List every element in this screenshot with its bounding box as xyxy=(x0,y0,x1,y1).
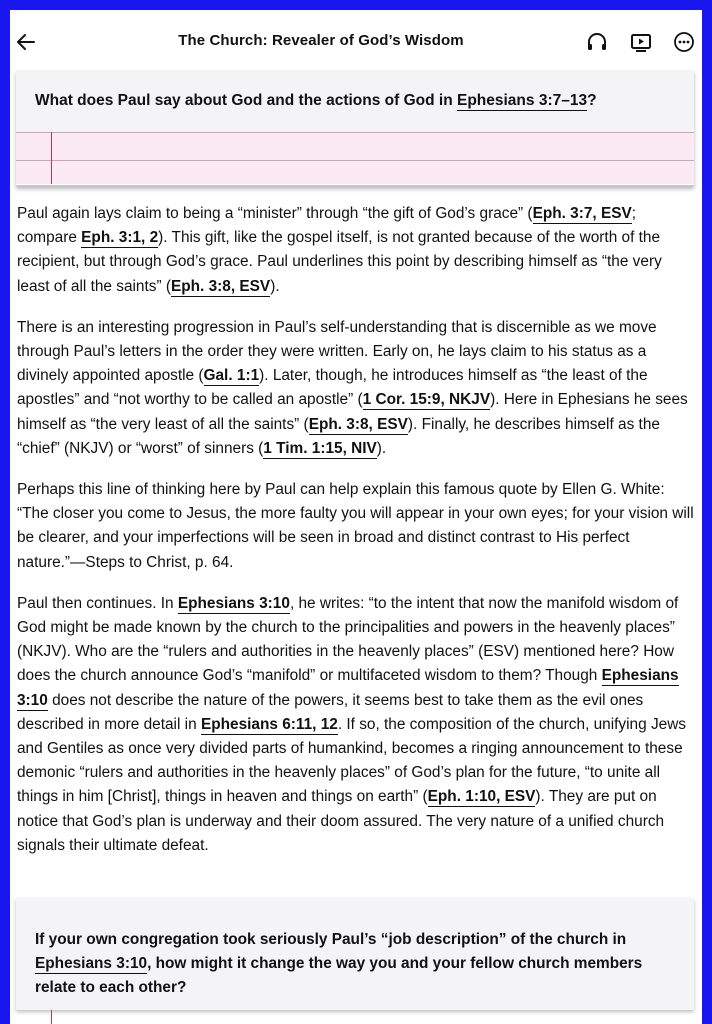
question-suffix: ? xyxy=(587,92,597,109)
question-prefix: What does Paul say about God and the actions of God in xyxy=(35,92,457,109)
scripture-link[interactable]: Eph. 3:7, ESV xyxy=(532,205,632,222)
paragraph xyxy=(17,202,697,299)
scripture-link[interactable]: Eph. 3:1, 2 xyxy=(81,229,159,247)
text-run: ). This gift, like the gospel itself, is not granted because of the worth of the recipient, but through God’s grace. Paul underlines this point by describing himself as “the very least of all the saints” ( xyxy=(17,229,662,295)
text-run: ). They are put on notice that God’s plan is underway and their doom assured. The very nature of a unified church signals their ultimate defeat. xyxy=(17,788,665,854)
screen xyxy=(10,10,702,1024)
scripture-link[interactable]: Eph. 3:8, ESV xyxy=(170,277,271,295)
scripture-link[interactable]: Eph. 1:10, ESV xyxy=(427,788,536,806)
scripture-link[interactable]: Ephesians 3:10 xyxy=(17,667,679,709)
text-run: There is an interesting progression in Paul’s self-understanding that is discernible as we move through Paul’s letters in the order they were written. Early on, he lays claim to his status as a divinely appointed apostle ( xyxy=(17,318,657,385)
question-header xyxy=(16,70,694,132)
scripture-link[interactable]: Ephesians 3:10 xyxy=(177,594,290,612)
notes-input-area[interactable] xyxy=(16,132,694,184)
scripture-link[interactable]: Gal. 1:1 xyxy=(203,367,260,385)
notes-rule xyxy=(16,160,694,161)
scripture-link[interactable]: Ephesians 3:7–13 xyxy=(456,92,588,109)
video-icon[interactable] xyxy=(629,30,653,54)
more-options-icon[interactable] xyxy=(672,30,696,54)
scripture-link[interactable]: Ephesians 6:11, 12 xyxy=(200,715,338,733)
scripture-link[interactable]: Eph. 3:8, ESV xyxy=(308,415,408,433)
text-run: , he writes: “to the intent that now the manifold wisdom of God might be made known by the church to the principalities and powers in the heavenly places” (NKJV). Who are the “rulers and authorities in the heavenly places” (ESV) mentioned here? How does the church announce God’s “manifold” or multifaceted wisdom to them? Though xyxy=(17,594,679,685)
text-run: . If so, the composition of the church, unifying Jews and Gentiles as once very divided parts of humankind, becomes a ringing announcement to these demonic “rulers and authorities in the heavenly places” of God’s plan for the future, “to unite all things in him [Christ], things in heaven and things on earth” ( xyxy=(17,715,687,806)
scripture-link[interactable]: 1 Cor. 15:9, NKJV xyxy=(362,391,491,409)
question-card xyxy=(16,70,694,186)
text-run: does not describe the nature of the powers, it seems best to take them as the evil ones described in more detail in xyxy=(17,691,644,733)
text-run: Perhaps this line of thinking here by Paul can help explain this famous quote by Ellen G. White: “The closer you come to Jesus, the more faulty you will appear in your own eyes; for your vision will be clearer, and your imperfections will be seen in broad and distinct contrast to His perfect nature.”—Steps to Christ, p. 64. xyxy=(17,481,694,571)
text-run: ). xyxy=(270,277,280,295)
scripture-link[interactable]: Ephesians 3:10 xyxy=(35,955,148,973)
paragraph xyxy=(17,478,697,575)
notes-margin-line xyxy=(51,132,52,184)
text-run: ; compare xyxy=(17,205,637,247)
question-text xyxy=(35,92,597,110)
text-run: ). Here in Ephesians he sees himself as “the very least of all the saints” ( xyxy=(17,391,688,433)
text-run: Paul again lays claim to being a “minister” through “the gift of God’s grace” ( xyxy=(17,205,533,222)
text-run: If your own congregation took seriously Paul’s “job description” of the church in xyxy=(35,931,627,948)
back-arrow-icon[interactable] xyxy=(14,30,38,54)
notes-margin-line xyxy=(51,1010,52,1024)
scripture-link[interactable]: 1 Tim. 1:15, NIV xyxy=(263,439,377,457)
text-run: , how might it change the way you and your fellow church members relate to each other? xyxy=(35,955,643,997)
lesson-body xyxy=(17,202,697,875)
paragraph xyxy=(17,316,697,461)
text-run: ). Finally, he describes himself as the “chief” (NKJV) or “worst” of sinners ( xyxy=(17,415,660,457)
top-bar xyxy=(10,10,702,70)
text-run: ). Later, though, he introduces himself as “the least of the apostles” and “not worthy to be called an apostle” ( xyxy=(17,367,648,409)
paragraph xyxy=(17,592,697,858)
text-run: ). xyxy=(376,439,387,457)
text-run: Paul then continues. In xyxy=(17,594,178,612)
discussion-question-card xyxy=(16,898,694,1010)
headphones-icon[interactable] xyxy=(585,30,609,54)
page-title: The Church: Revealer of God’s Wisdom xyxy=(178,32,464,49)
discussion-question-text xyxy=(35,928,674,1001)
notes-rule xyxy=(16,132,694,133)
